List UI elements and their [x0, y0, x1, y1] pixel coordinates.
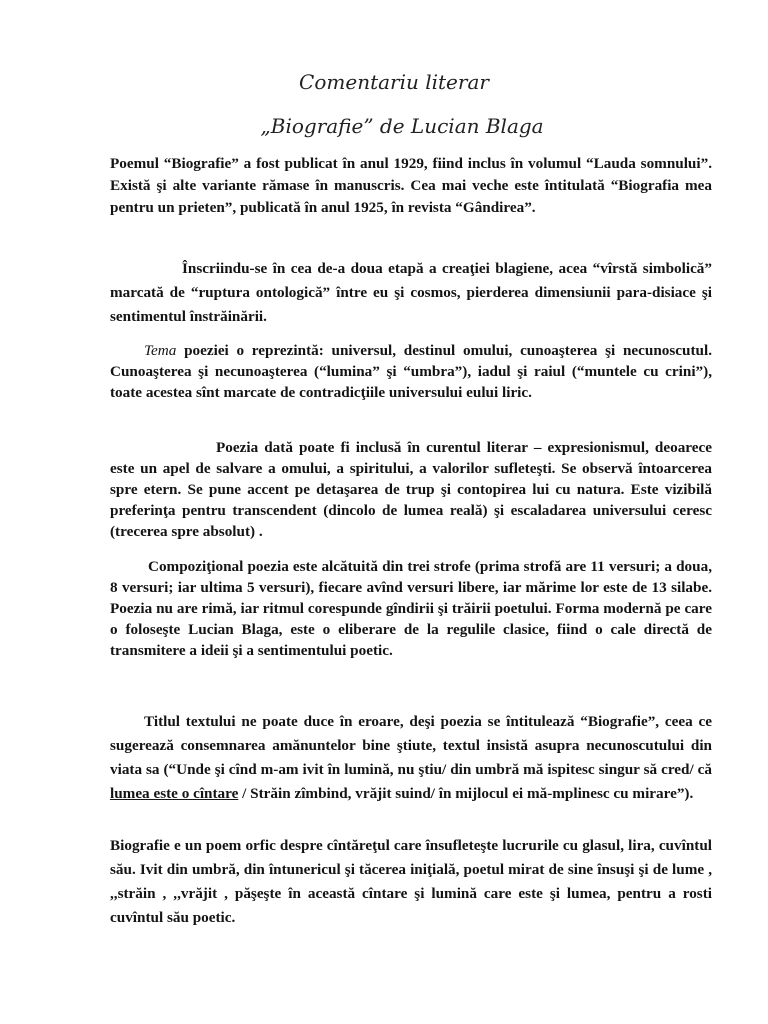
paragraph-expressionism: [110, 437, 712, 542]
paragraph-orphic-text: Biografie e un poem orfic despre cîntăreţul care însufleteşte lucrurile cu glasul, lira, cuvîntul său. Ivit din umbră, din întunericul şi tăcerea iniţială, poetul mirat de sine însuşi şi de lume , ,,străin , ,,vrăjit , păşeşte în această cîntare şi lumină care este şi lumea, pentru a rosti cuvîntul său poetic.: [110, 837, 712, 926]
paragraph-orphic: [110, 834, 712, 930]
document-subtitle: „Biografie” de Lucian Blaga: [260, 114, 544, 138]
paragraph-title-analysis-text-a: Titlul textului ne poate duce în eroare, deşi poezia se întitulează “Biografie”, ceea ce sugerează consemnarea amănuntelor bine ştiute, textul insistă asupra necunoscutului din viata sa (“Unde şi cînd m-am ivit în lumină, nu ştiu/ din umbră mă ispitesc singur să cred/ că: [110, 713, 712, 778]
paragraph-publication-text: Poemul “Biografie” a fost publicat în anul 1929, fiind inclus în volumul “Lauda somnului”. Există şi alte variante rămase în manuscris. Cea mai veche este întitulată “Biografia mea pentru un prieten”, publicată în anul 1925, în revista “Gândirea”.: [110, 155, 712, 216]
paragraph-composition-text: Compoziţional poezia este alcătuită din trei strofe (prima strofă are 11 versuri; a doua, 8 versuri; iar ultima 5 versuri), fiecare avînd versuri libere, iar mărime lor este de 13 silabe. Poezia nu are rimă, iar ritmul corespunde gîndirii şi trăirii poetului. Forma modernă pe care o foloseşte Lucian Blaga, este o eliberare de la regulile clasice, fiind o cale directă de transmitere a ideii şi a sentimentului poetic.: [110, 558, 712, 659]
paragraph-theme-text: poeziei o reprezintă: universul, destinul omului, cunoaşterea şi necunoscutul. Cunoaşterea şi necunoaşterea (“lumina” şi “umbra”), iadul şi raiul (“muntele cu crini”), toate acestea sînt marcate de contradicţiile universului eului liric.: [110, 342, 712, 401]
theme-label: Tema: [144, 342, 177, 359]
paragraph-stage-text: Înscriindu-se în cea de-a doua etapă a creaţiei blagiene, acea “vîrstă simbolică” marcată de “ruptura ontologică” între eu şi cosmos, pierderea dimensiunii para-disiace şi sentimentul înstrăinării.: [110, 260, 712, 325]
underlined-quote: lumea este o cîntare: [110, 785, 239, 802]
document-title: Comentariu literar: [299, 70, 489, 94]
paragraph-expressionism-text: Poezia dată poate fi inclusă în curentul literar – expresionismul, deoarece este un apel de salvare a omului, a spiritului, a valorilor sufleteşti. Se observă întoarcerea spre etern. Se pune accent pe detaşarea de trup şi contopirea lui cu natura. Este vizibilă preferinţa pentru transcendent (dincolo de lumea reală) şi escaladarea universului ceresc (trecerea spre absolut) .: [110, 439, 712, 540]
paragraph-title-analysis-text-b: / Străin zîmbind, vrăjit suind/ în mijlocul ei mă-mplinesc cu mirare”).: [238, 785, 694, 802]
paragraph-title-analysis: [110, 710, 712, 806]
paragraph-theme: [110, 340, 712, 403]
paragraph-composition: [110, 556, 712, 661]
paragraph-publication: [110, 153, 712, 219]
paragraph-stage: [110, 257, 712, 329]
